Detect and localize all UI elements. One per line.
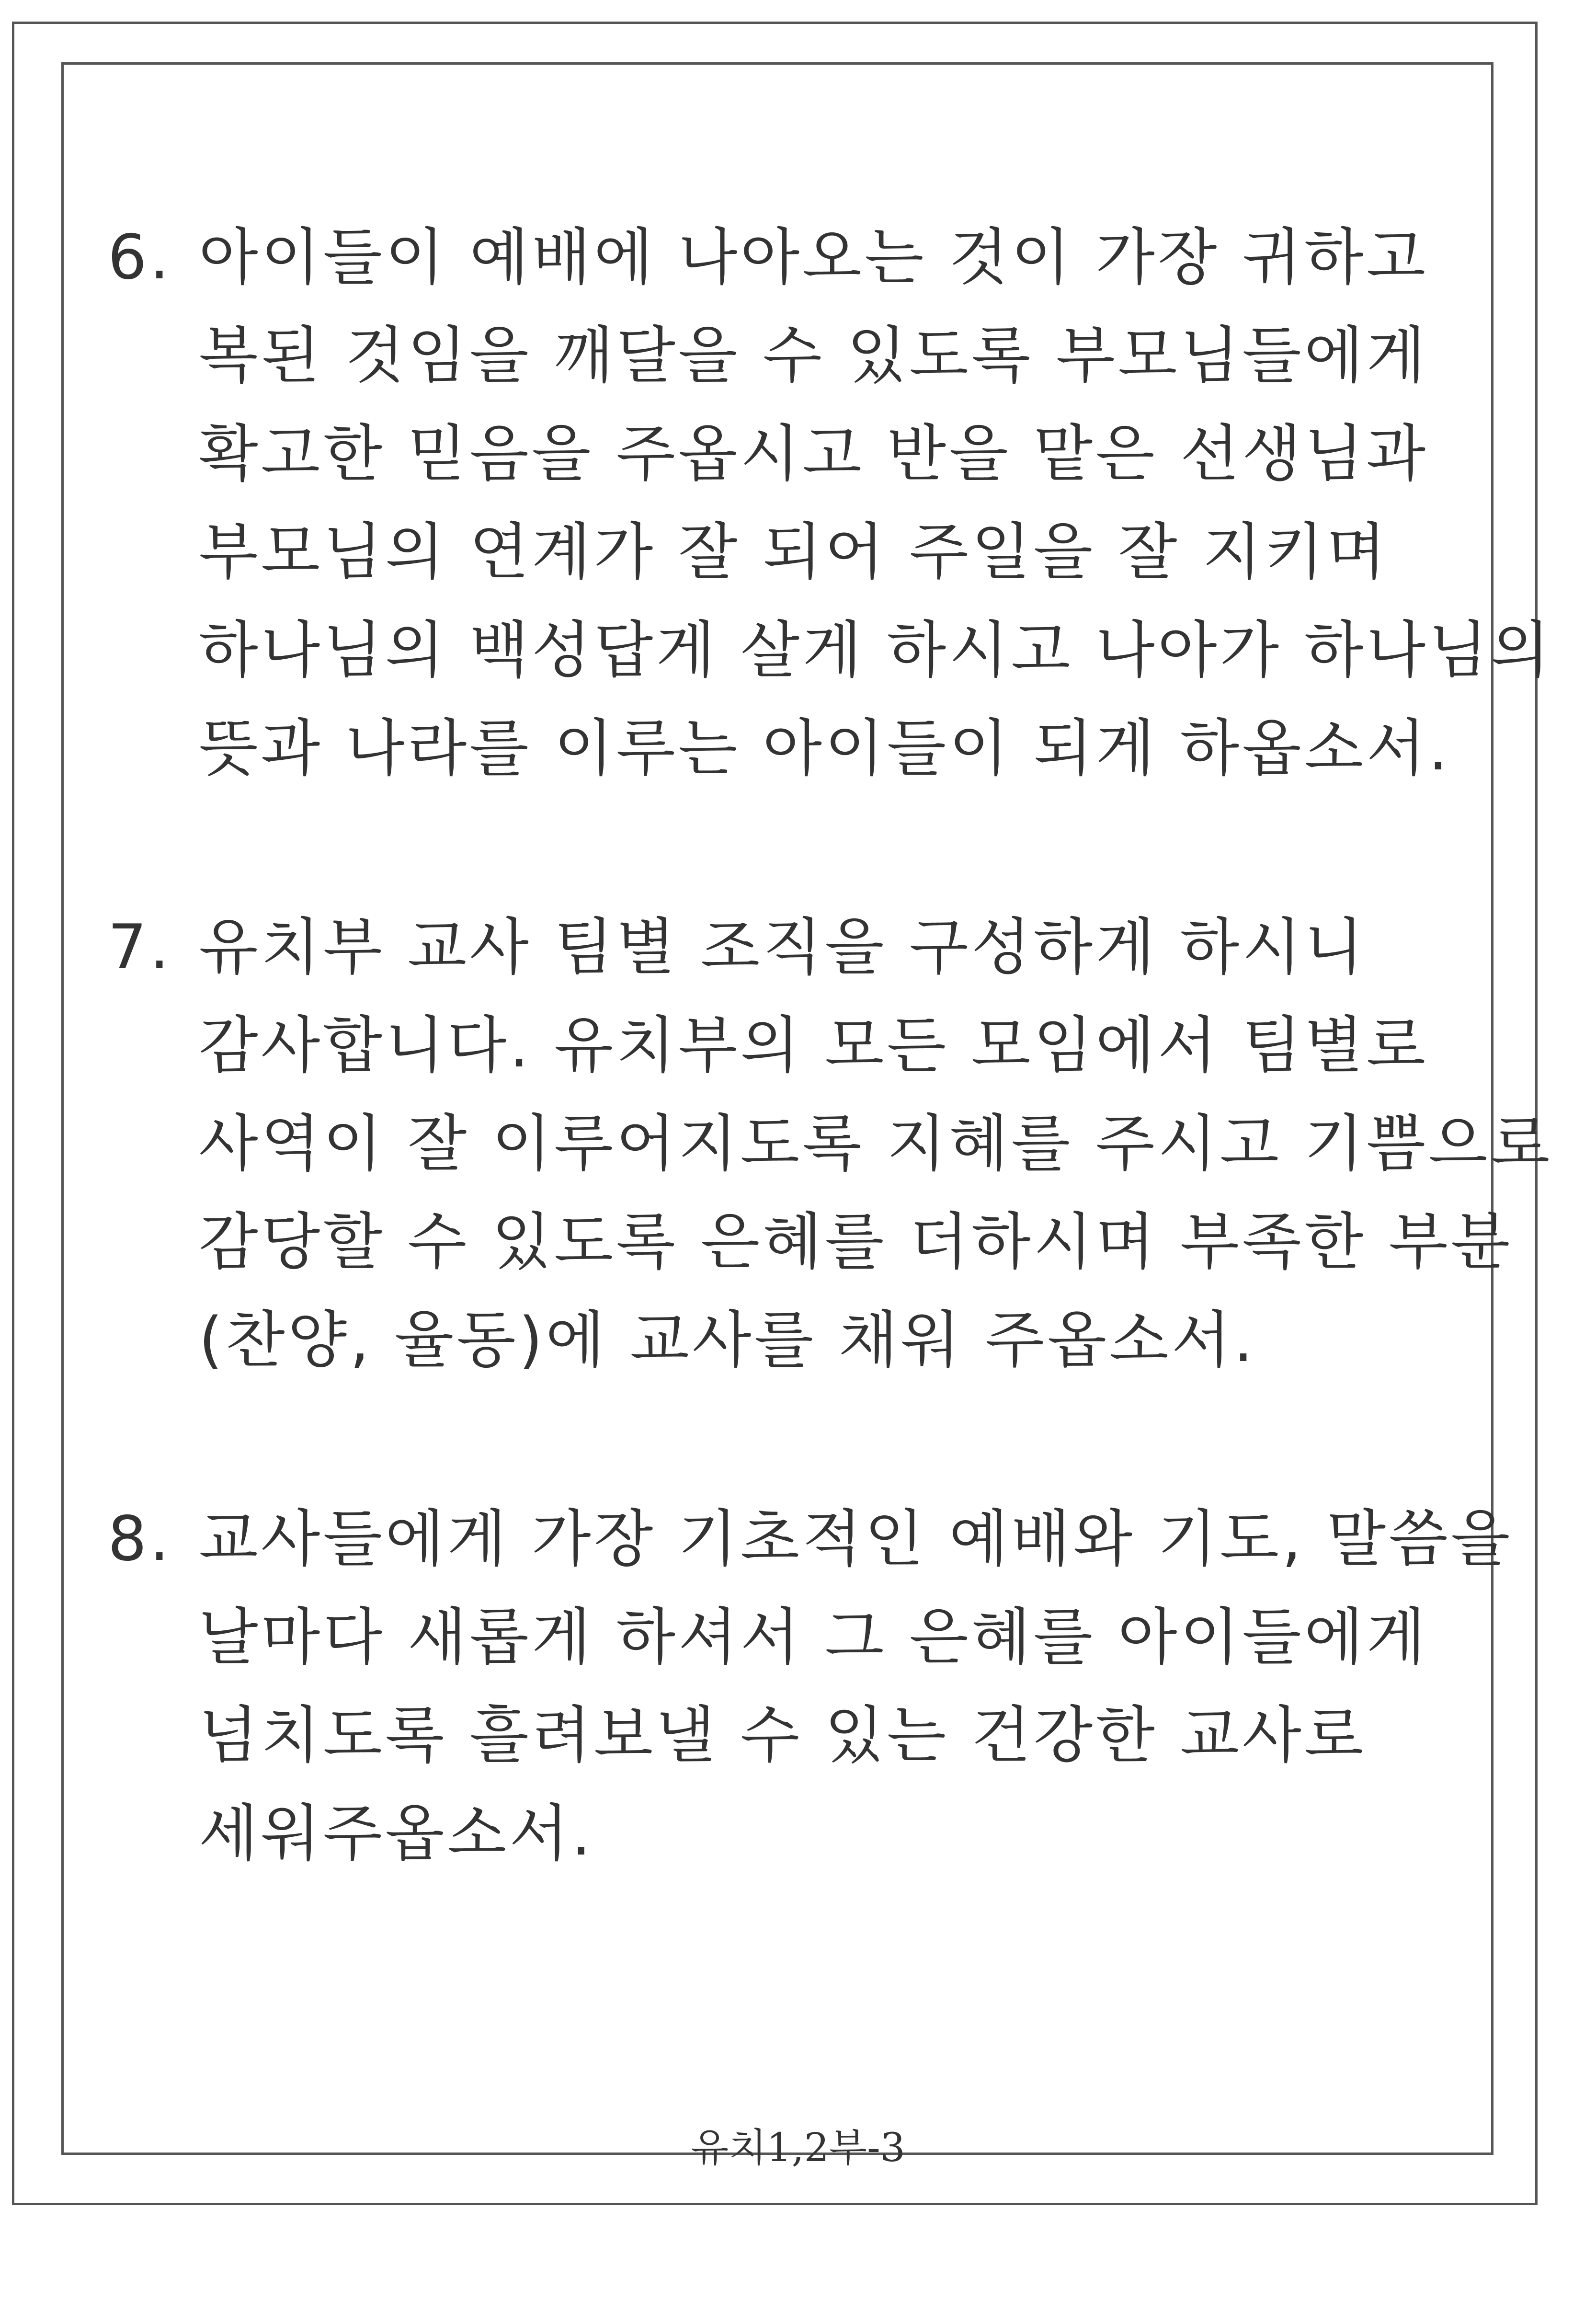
prayer-line: 뜻과 나라를 이루는 아이들이 되게 하옵소서. (199, 713, 1451, 784)
prayer-line: 하나님의 백성답게 살게 하시고 나아가 하나님의 (199, 615, 1553, 686)
prayer-line: 감당할 수 있도록 은혜를 더하시며 부족한 부분 (199, 1206, 1513, 1278)
prayer-line: 감사합니다. 유치부의 모든 모임에서 팀별로 (199, 1010, 1429, 1081)
item-number: 6. (108, 222, 172, 293)
prayer-line: 복된 것임을 깨달을 수 있도록 부모님들에게 (199, 320, 1429, 391)
prayer-item-6 (108, 208, 1553, 798)
prayer-item-7 (108, 898, 1553, 1389)
item-number: 7. (108, 912, 172, 983)
prayer-line (108, 898, 1482, 996)
item-number: 8. (108, 1503, 172, 1575)
prayer-line (108, 208, 1482, 307)
prayer-line: 사역이 잘 이루어지도록 지혜를 주시고 기쁨으로 (199, 1108, 1553, 1179)
prayer-line: 넘치도록 흘려보낼 수 있는 건강한 교사로 (199, 1700, 1367, 1771)
prayer-item-8 (108, 1490, 1513, 1883)
line-text: 아이들이 예배에 나아오는 것이 가장 귀하고 (199, 222, 1429, 293)
line-text: 유치부 교사 팀별 조직을 구성하게 하시니 (199, 912, 1367, 983)
prayer-line: 확고한 믿음을 주옵시고 반을 맡은 선생님과 (199, 418, 1429, 490)
prayer-line: 세워주옵소서. (199, 1798, 594, 1869)
page-footer: 유치1,2부-3 (691, 2125, 905, 2171)
prayer-line: 날마다 새롭게 하셔서 그 은혜를 아이들에게 (199, 1602, 1429, 1673)
prayer-line (108, 1490, 1513, 1588)
prayer-line: 부모님의 연계가 잘 되어 주일을 잘 지키며 (199, 516, 1389, 588)
prayer-line: (찬양, 율동)에 교사를 채워 주옵소서. (199, 1305, 1256, 1376)
line-text: 교사들에게 가장 기초적인 예배와 기도, 말씀을 (199, 1503, 1513, 1575)
